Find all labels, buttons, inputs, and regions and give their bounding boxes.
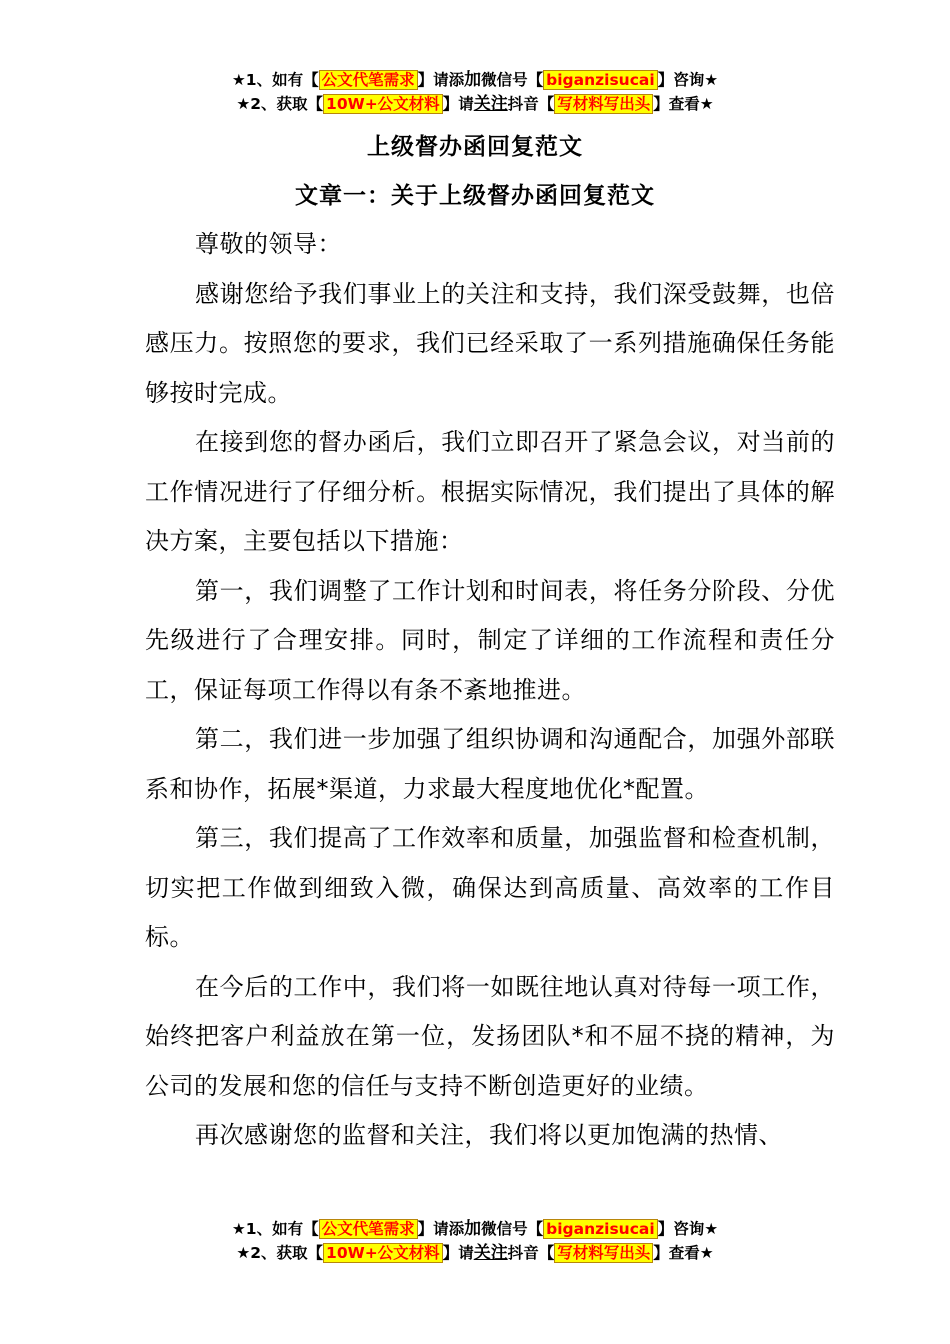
- promo-footer: [0, 1217, 950, 1265]
- paragraph: 第一，我们调整了工作计划和时间表，将任务分阶段、分优先级进行了合理安排。同时，制定了详细的工作流程和责任分工，保证每项工作得以有条不紊地推进。: [145, 576, 835, 704]
- promo-line-2: [0, 1241, 950, 1265]
- greeting: 尊敬的领导：: [195, 230, 342, 258]
- paragraph: 再次感谢您的监督和关注，我们将以更加饱满的热情、: [195, 1121, 783, 1149]
- promo-text: 】查看★: [653, 1244, 714, 1262]
- promo-emphasis: 关注: [473, 1243, 508, 1263]
- promo-line-2: [0, 92, 950, 116]
- paragraph: 在接到您的督办函后，我们立即召开了紧急会议，对当前的工作情况进行了仔细分析。根据实际情况，我们提出了具体的解决方案，主要包括以下措施：: [145, 428, 835, 555]
- promo-emphasis: 关注: [473, 94, 508, 114]
- promo-emphasis: 加: [464, 70, 482, 90]
- promo-text: 】咨询★: [657, 1220, 719, 1238]
- promo-text: 】咨询★: [657, 71, 719, 89]
- promo-text: 】请添: [417, 71, 465, 89]
- promo-text: 抖音【: [507, 95, 555, 113]
- paragraph: 第二，我们进一步加强了组织协调和沟通配合，加强外部联系和协作，拓展*渠道，力求最大程度地优化*配置。: [145, 725, 835, 803]
- promo-text: ★1、如有【: [231, 71, 319, 89]
- paragraph: 感谢您给予我们事业上的关注和支持，我们深受鼓舞，也倍感压力。按照您的要求，我们已经采取了一系列措施确保任务能够按时完成。: [145, 279, 835, 407]
- promo-highlight-douyin: 写材料写出头: [554, 1243, 653, 1263]
- promo-highlight-douyin: 写材料写出头: [554, 94, 653, 114]
- promo-line-1: [0, 1217, 950, 1241]
- promo-text: 微信号【: [481, 1220, 544, 1238]
- promo-emphasis: 加: [464, 1219, 482, 1239]
- promo-text: 】查看★: [653, 95, 714, 113]
- promo-text: 】请: [442, 1244, 474, 1262]
- promo-highlight-wechat: biganzisucai: [543, 70, 658, 90]
- document-title: 上级督办函回复范文: [367, 134, 583, 160]
- promo-text: ★2、获取【: [236, 95, 324, 113]
- promo-highlight: 公文代笔需求: [319, 1219, 418, 1239]
- letter-body: [145, 220, 835, 1161]
- promo-text: 】请添: [417, 1220, 465, 1238]
- promo-text: 微信号【: [481, 71, 544, 89]
- promo-text: ★2、获取【: [236, 1244, 324, 1262]
- promo-highlight: 公文代笔需求: [319, 70, 418, 90]
- article-heading: 文章一：关于上级督办函回复范文: [295, 183, 655, 209]
- promo-highlight: 10W+公文材料: [323, 94, 443, 114]
- promo-header: [0, 68, 950, 116]
- promo-line-1: [0, 68, 950, 92]
- promo-text: ★1、如有【: [231, 1220, 319, 1238]
- promo-text: 】请: [442, 95, 474, 113]
- promo-highlight-wechat: biganzisucai: [543, 1219, 658, 1239]
- paragraph: 在今后的工作中，我们将一如既往地认真对待每一项工作，始终把客户利益放在第一位，发扬团队*和不屈不挠的精神，为公司的发展和您的信任与支持不断创造更好的业绩。: [145, 972, 835, 1100]
- promo-text: 抖音【: [507, 1244, 555, 1262]
- paragraph: 第三，我们提高了工作效率和质量，加强监督和检查机制，切实把工作做到细致入微，确保达到高质量、高效率的工作目标。: [145, 824, 835, 951]
- promo-highlight: 10W+公文材料: [323, 1243, 443, 1263]
